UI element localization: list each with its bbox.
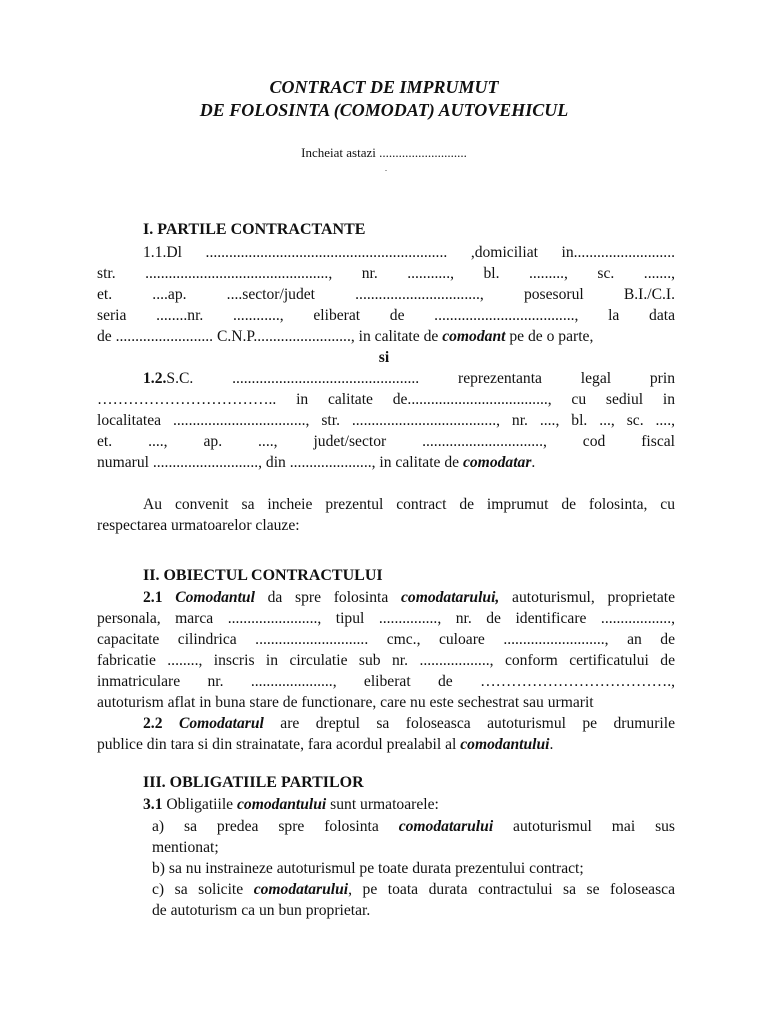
clause-3-1-text-a: Obligatiile bbox=[162, 796, 237, 813]
item-a-text-b: autoturismul mai sus bbox=[493, 818, 675, 835]
role-comodatar: comodatar bbox=[462, 454, 532, 471]
clause-1-1-line-5-end: pe de o parte, bbox=[505, 328, 594, 345]
clause-1-2-line-1-text: S.C. ................................................ reprezentanta legal prin bbox=[166, 370, 675, 387]
clause-2-2-line-1 bbox=[143, 713, 675, 734]
document-title-line-2: DE FOLOSINTA (COMODAT) AUTOVEHICUL bbox=[199, 100, 569, 120]
role-comodant: comodant bbox=[442, 328, 506, 345]
clause-2-1-line-2: personala, marca ......................., tipul ..............., nr. de identificare .................., bbox=[97, 610, 675, 627]
clause-1-1-line-1: 1.1.Dl .............................................................. ,domiciliat in.......................... bbox=[143, 244, 675, 261]
clause-1-2-line-5-end: . bbox=[531, 454, 536, 471]
agreement-line-1: Au convenit sa incheie prezentul contract de imprumut de folosinta, cu bbox=[143, 496, 675, 513]
clause-1-1-line-4: seria ........nr. ............, eliberat de ...................................., la data bbox=[97, 307, 675, 324]
item-a-text-a: a) sa predea spre folosinta bbox=[152, 818, 399, 835]
clause-2-2-line-2 bbox=[97, 734, 553, 755]
section-3-heading: III. OBLIGATIILE PARTILOR bbox=[143, 774, 364, 791]
clause-1-1-line-5 bbox=[97, 326, 593, 347]
term-comodantului-2: comodantului bbox=[237, 796, 327, 813]
document-title-line-1: CONTRACT DE IMPRUMUT bbox=[269, 77, 499, 97]
conjunction-si: si bbox=[378, 349, 390, 366]
clause-2-1-text-a: da spre folosinta bbox=[254, 589, 401, 606]
clause-1-2-line-1 bbox=[143, 368, 675, 389]
term-comodatarului: comodatarului, bbox=[400, 589, 500, 606]
item-c-line-2: de autoturism ca un bun proprietar. bbox=[152, 902, 371, 919]
clause-2-2-end: . bbox=[549, 736, 554, 753]
clause-2-1-line-3: capacitate cilindrica ............................. cmc., culoare .........................., an de bbox=[97, 631, 675, 648]
agreement-line-2: respectarea urmatoarelor clauze: bbox=[97, 517, 300, 534]
clause-3-1-number: 3.1 bbox=[143, 796, 163, 813]
clause-3-1-text-b: sunt urmatoarele: bbox=[326, 796, 439, 813]
item-a-line-1 bbox=[152, 816, 675, 837]
item-c-text-b: , pe toata durata contractului sa se foloseasca bbox=[348, 881, 675, 898]
term-comodatarul: Comodatarul bbox=[178, 715, 264, 732]
item-c-text-a: c) sa solicite bbox=[152, 881, 254, 898]
clause-2-2-text-b: publice din tara si din strainatate, fara acordul prealabil al bbox=[97, 736, 461, 753]
clause-2-1-line-6: autoturism aflat in buna stare de functionare, care nu este sechestrat sau urmarit bbox=[97, 694, 594, 711]
clause-2-1-line-1 bbox=[143, 587, 675, 608]
clause-3-1-line-1 bbox=[143, 794, 439, 815]
clause-2-1-text-b: autoturismul, proprietate bbox=[499, 589, 675, 606]
clause-1-1-line-2: str. ..............................................., nr. ..........., bl. ........., sc. ......., bbox=[97, 265, 675, 282]
clause-1-2-line-5-text: numarul ..........................., din ....................., in calitate de bbox=[97, 454, 463, 471]
clause-1-2-line-2: …………………………….. in calitate de...................................., cu sediul in bbox=[97, 391, 675, 408]
term-comodantul: Comodantul bbox=[175, 589, 255, 606]
clause-2-2-number: 2.2 bbox=[143, 715, 163, 732]
stray-dot: . bbox=[385, 164, 387, 173]
item-a-line-2: mentionat; bbox=[152, 839, 219, 856]
clause-1-2-line-4: et. ...., ap. ...., judet/sector ..............................., cod fiscal bbox=[97, 433, 675, 450]
clause-1-2-line-3: localitatea .................................., str. ....................................., nr. ...., bl. ..., sc. ...., bbox=[97, 412, 675, 429]
term-comodatarului-3: comodatarului bbox=[253, 881, 349, 898]
clause-1-2-number: 1.2. bbox=[143, 370, 167, 387]
clause-2-1-number: 2.1 bbox=[143, 589, 163, 606]
section-1-heading: I. PARTILE CONTRACTANTE bbox=[143, 221, 366, 238]
clause-2-1-line-5: inmatriculare nr. ....................., eliberat de ………………………………., bbox=[97, 673, 675, 690]
item-c-line-1 bbox=[152, 879, 675, 900]
term-comodatarului-2: comodatarului bbox=[398, 818, 494, 835]
clause-1-2-line-5 bbox=[97, 452, 535, 473]
clause-2-1-line-4: fabricatie ........, inscris in circulatie sub nr. .................., conform certificatului de bbox=[97, 652, 675, 669]
clause-1-1-line-3: et. ....ap. ....sector/judet ................................, posesorul B.I./C.I. bbox=[97, 286, 675, 303]
term-comodantului: comodantului bbox=[460, 736, 550, 753]
date-line: Incheiat astazi ........................... bbox=[301, 145, 467, 160]
clause-2-2-text-a: are dreptul sa foloseasca autoturismul pe drumurile bbox=[263, 715, 676, 732]
item-b-line-1: b) sa nu instraineze autoturismul pe toate durata prezentului contract; bbox=[152, 860, 584, 877]
section-2-heading: II. OBIECTUL CONTRACTULUI bbox=[143, 567, 383, 584]
clause-1-1-line-5-text: de ......................... C.N.P........................., in calitate de bbox=[97, 328, 443, 345]
